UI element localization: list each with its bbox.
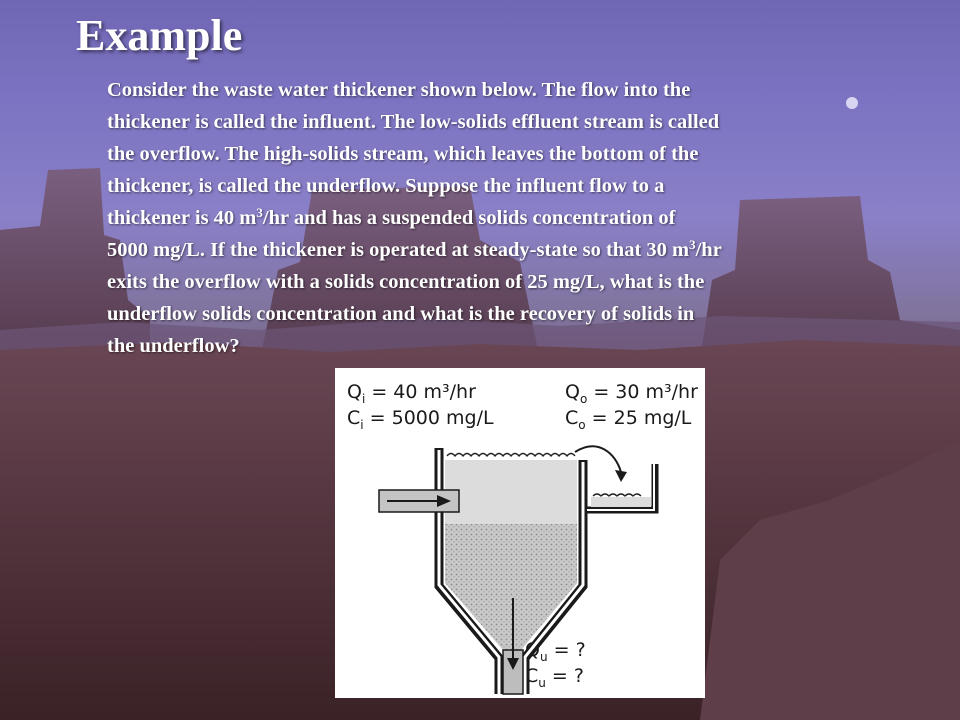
launder-water-fill: [591, 497, 651, 507]
launder-water: [593, 494, 641, 496]
paragraph-line: [107, 202, 947, 234]
overflow-arrowhead: [615, 470, 627, 482]
line-text: thickener, is called the underflow. Suppose the influent flow to a: [107, 175, 665, 197]
underflow-flow-label: $Q_u$ = ?: [525, 639, 586, 664]
paragraph-line: [107, 234, 947, 266]
line-text: the underflow?: [107, 335, 240, 357]
line-text: underflow solids concentration and what is the recovery of solids in: [107, 303, 695, 325]
paragraph-line: [107, 138, 947, 170]
line-text: thickener is 40 m: [107, 207, 257, 229]
water-surface: [447, 454, 575, 457]
line-text: 5000 mg/L. If the thickener is operated at steady-state so that 30 m: [107, 239, 690, 261]
superscript: 3: [256, 205, 263, 220]
paragraph-line: [107, 170, 947, 202]
thickener-figure: [335, 368, 705, 698]
superscript: 3: [689, 237, 696, 252]
line-text-rest: /hr: [695, 239, 722, 261]
overflow-conc-label: $C_o = 25$ mg/L: [565, 407, 692, 432]
paragraph-line: [107, 74, 947, 106]
line-text-rest: /hr and has a suspended solids concentration of: [262, 207, 676, 229]
line-text: the overflow. The high-solids stream, which leaves the bottom of the: [107, 143, 699, 165]
line-text: thickener is called the influent. The low-solids effluent stream is called: [107, 111, 720, 133]
underflow-conc-label: $C_u$ = ?: [525, 665, 584, 690]
slide-title: Example: [76, 11, 243, 60]
line-text: exits the overflow with a solids concentration of 25 mg/L, what is the: [107, 271, 705, 293]
line-text: Consider the waste water thickener shown below. The flow into the: [107, 79, 691, 101]
clear-water-zone: [445, 460, 577, 524]
paragraph-line: [107, 266, 947, 298]
paragraph-line: [107, 330, 947, 362]
paragraph-line: [107, 298, 947, 330]
thickener-diagram: [335, 368, 705, 698]
overflow-flow-label: $Q_o = 30$ m³/hr: [565, 381, 698, 406]
influent-conc-label: $C_i = 5000$ mg/L: [347, 407, 494, 432]
problem-statement: [107, 74, 947, 362]
influent-flow-label: $Q_i = 40$ m³/hr: [347, 381, 476, 406]
paragraph-line: [107, 106, 947, 138]
